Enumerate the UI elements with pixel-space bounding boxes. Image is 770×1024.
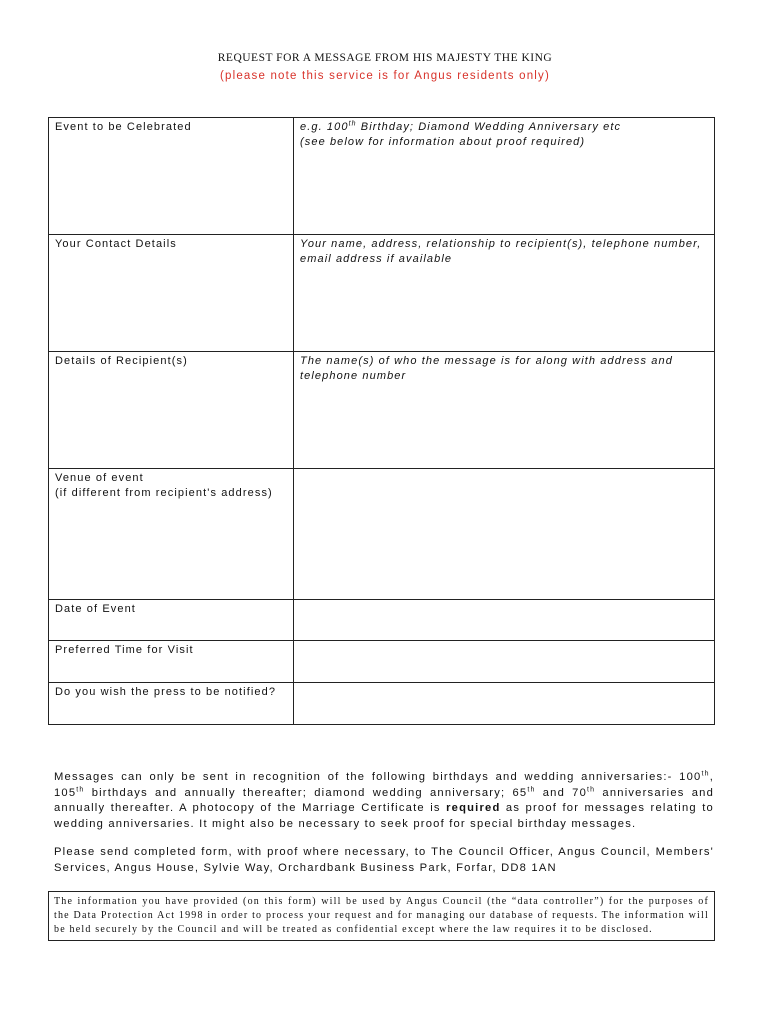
recipient-label: Details of Recipient(s) — [55, 355, 188, 367]
press-label-cell — [49, 683, 294, 725]
form-row-venue — [49, 469, 715, 600]
event-label: Event to be Celebrated — [55, 121, 192, 133]
venue-label: Venue of event — [55, 472, 144, 484]
request-form-table — [48, 117, 715, 725]
date-label: Date of Event — [55, 603, 136, 615]
press-label: Do you wish the press to be notified? — [55, 686, 277, 698]
date-label-cell — [49, 600, 294, 641]
page-subtitle: (please note this service is for Angus residents only) — [219, 70, 551, 82]
date-input-cell[interactable] — [294, 600, 715, 641]
eligibility-paragraph: Messages can only be sent in recognition of the following birthdays and wedding anniversaries:- 100th, 105th birthdays and annually thereafter; diamond wedding anniversary; 65th and 70th anniversaries and annually thereafter. A photocopy of the Marriage Certificate is required as proof for messages relating to wedding anniversaries. It might also be necessary to seek proof for special birthday messages. — [54, 770, 714, 830]
press-input-cell[interactable] — [294, 683, 715, 725]
contact-hint: Your name, address, relationship to recipient(s), telephone number, email address if available — [300, 238, 702, 265]
event-hint-proof: (see below for information about proof required) — [300, 136, 586, 148]
form-row-recipient — [49, 352, 715, 469]
venue-sublabel: (if different from recipient's address) — [55, 487, 273, 499]
form-row-press — [49, 683, 715, 725]
recipient-label-cell — [49, 352, 294, 469]
page-title: REQUEST FOR A MESSAGE FROM HIS MAJESTY THE KING — [217, 52, 553, 64]
contact-label: Your Contact Details — [55, 238, 177, 250]
recipient-hint: The name(s) of who the message is for along with address and telephone number — [300, 355, 673, 382]
form-row-time — [49, 641, 715, 683]
event-label-cell — [49, 118, 294, 235]
form-row-contact — [49, 235, 715, 352]
time-input-cell[interactable] — [294, 641, 715, 683]
contact-input-cell[interactable] — [294, 235, 715, 352]
time-label-cell — [49, 641, 294, 683]
form-row-date — [49, 600, 715, 641]
venue-input-cell[interactable] — [294, 469, 715, 600]
recipient-input-cell[interactable] — [294, 352, 715, 469]
venue-label-cell — [49, 469, 294, 600]
form-row-event — [49, 118, 715, 235]
send-address-paragraph: Please send completed form, with proof where necessary, to The Council Officer, Angus Council, Members' Services, Angus House, Sylvie Way, Orchardbank Business Park, Forfar, DD8 1AN — [54, 846, 714, 874]
event-hint: e.g. 100th Birthday; Diamond Wedding Anniversary etc — [300, 120, 622, 133]
time-label: Preferred Time for Visit — [55, 644, 194, 656]
contact-label-cell — [49, 235, 294, 352]
data-protection-notice: The information you have provided (on this form) will be used by Angus Council (the “data controller”) for the purposes of the Data Protection Act 1998 in order to process your request and for managing our database of requests. The information will be held securely by the Council and will be treated as confidential except where the law requires it to be disclosed. — [48, 891, 715, 941]
event-input-cell[interactable] — [294, 118, 715, 235]
